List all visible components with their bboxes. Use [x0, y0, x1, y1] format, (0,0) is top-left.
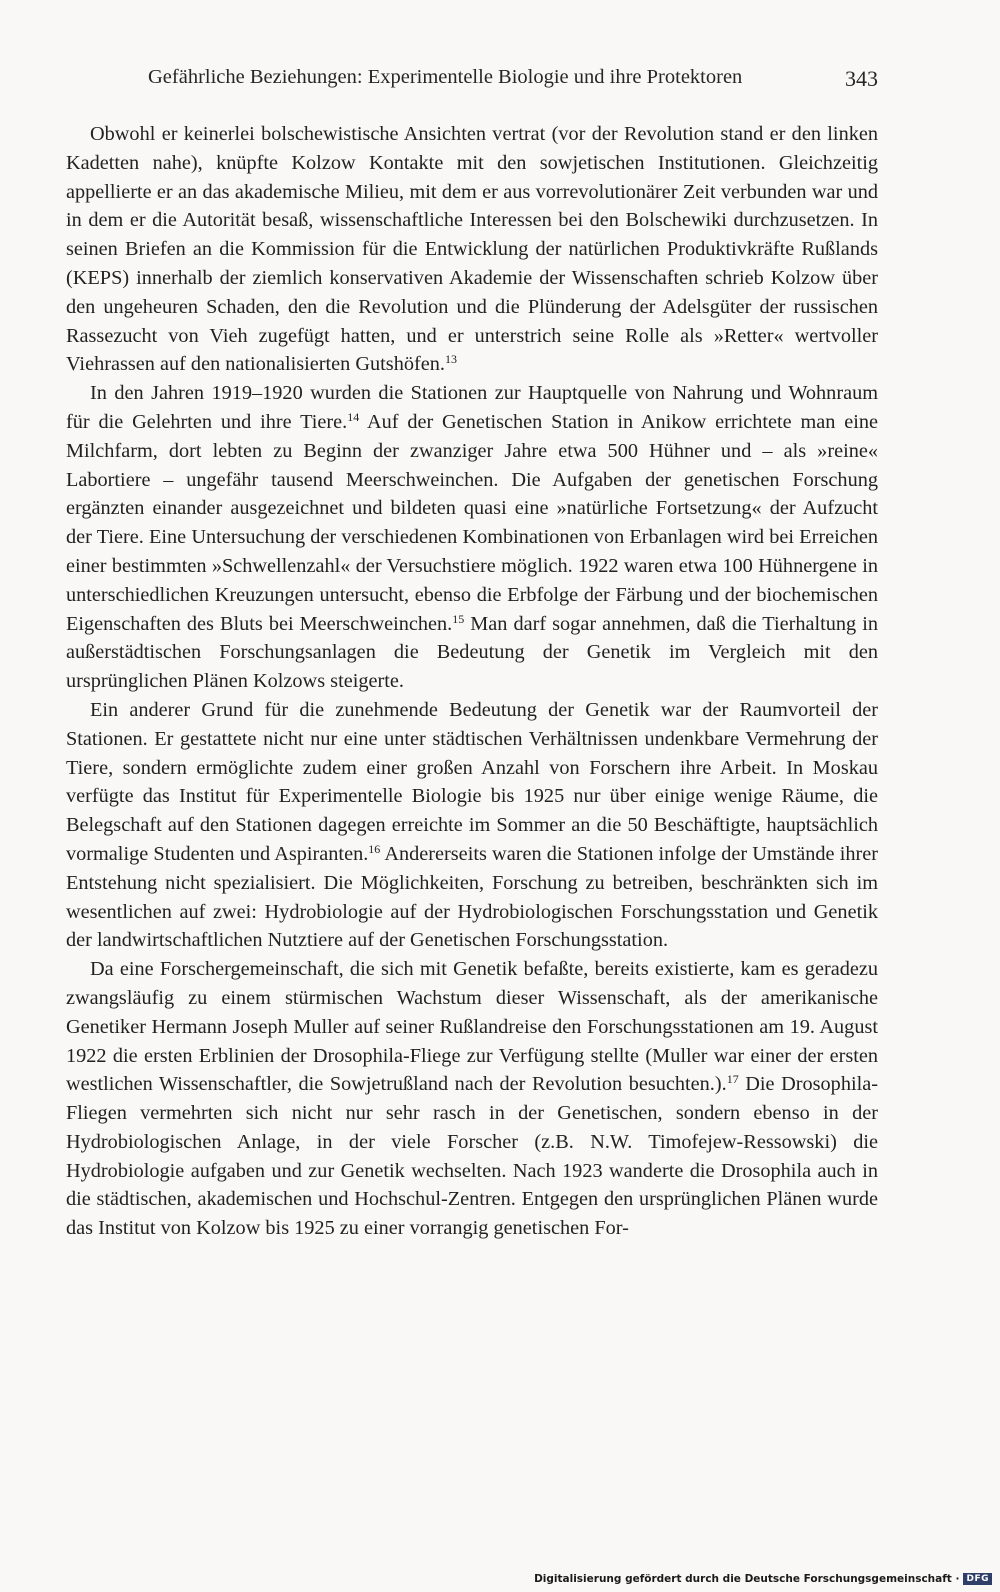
footnote-ref-14: 14: [347, 409, 360, 424]
page-number: 343: [845, 66, 878, 91]
footnote-ref-16: 16: [368, 841, 381, 856]
body-text: [66, 120, 878, 1243]
paragraph-3: [66, 696, 878, 955]
paragraph-text: In den Jahren 1919–1920 wurden die Stationen zur Hauptquelle von Nahrung und Wohnraum für die Gelehrten und ihre Tiere.: [66, 382, 878, 433]
running-title: Gefährliche Beziehungen: Experimentelle Biologie und ihre Protektoren: [148, 66, 743, 88]
paragraph-text: Man darf sogar annehmen, daß die Tierhaltung in außerstädtischen Forschungsanlagen die Bedeutung der Genetik im Vergleich mit den ursprünglichen Plänen Kolzows steigerte.: [66, 612, 878, 693]
paragraph-text: Andererseits waren die Stationen infolge der Umstände ihrer Entstehung nicht spezialisiert. Die Möglichkeiten, Forschung zu betreiben, beschränkten sich im wesentlichen auf zwei: Hydrobiologie auf der Hydrobiologischen Forschungsstation und Genetik der landwirtschaftlichen Nutztiere auf der Genetischen Forschungsstation.: [66, 842, 878, 952]
footnote-ref-17: 17: [726, 1072, 739, 1087]
paragraph-4: [66, 955, 878, 1243]
dfg-logo: DFG: [963, 1573, 992, 1585]
paragraph-text: Auf der Genetischen Station in Anikow errichtete man eine Milchfarm, dort lebten zu Beginn der zwanziger Jahre etwa 500 Hühner und – als »reine« Labortiere – ungefähr tausend Meerschweinchen. Die Aufgaben der genetischen Forschung ergänzten einander ausgezeichnet und bildeten quasi eine »natürliche Fortsetzung« der Aufzucht der Tiere. Eine Untersuchung der verschiedenen Kombinationen von Erbanlagen wird bei Erreichen einer bestimmten »Schwellenzahl« der Versuchstiere möglich. 1922 waren etwa 100 Hühnergene in unterschiedlichen Kreuzungen untersucht, ebenso die Erbfolge der Färbung und der biochemischen Eigenschaften des Bluts bei Meerschweinchen.: [66, 410, 878, 635]
paragraph-text: Da eine Forschergemeinschaft, die sich mit Genetik befaßte, bereits existierte, kam es geradezu zwangsläufig zu einem stürmischen Wachstum dieser Wissenschaft, als der amerikanische Genetiker Hermann Joseph Muller auf seiner Rußlandreise den Forschungsstationen am 19. August 1922 die ersten Erblinien der Drosophila-Fliege zur Verfügung stellte (Muller war einer der ersten westlichen Wissenschaftler, die Sowjetrußland nach der Revolution besuchten.).: [66, 958, 878, 1096]
paragraph-2: [66, 379, 878, 696]
paragraph-text: Ein anderer Grund für die zunehmende Bedeutung der Genetik war der Raumvorteil der Stationen. Er gestattete nicht nur eine unter städtischen Verhältnissen undenkbare Vermehrung der Tiere, sondern ermöglichte zudem einer großen Anzahl von Forschern ihre Arbeit. In Moskau verfügte das Institut für Experimentelle Biologie bis 1925 nur über einige wenige Räume, die Belegschaft auf den Stationen dagegen erreichte im Sommer an die 50 Beschäftigte, hauptsächlich vormalige Studenten und Aspiranten.: [66, 698, 878, 865]
footnote-ref-13: 13: [444, 352, 457, 367]
digitization-footer: [534, 1570, 992, 1588]
page-header: [148, 66, 878, 96]
paragraph-1: [66, 120, 878, 379]
paragraph-text: Obwohl er keinerlei bolschewistische Ansichten vertrat (vor der Revolution stand er den linken Kadetten nahe), knüpfte Kolzow Kontakte mit den sowjetischen Institutionen. Gleichzeitig appellierte er an das akademische Milieu, mit dem er aus vorrevolutionärer Zeit verbunden war und in dem er die Autorität besaß, wissenschaftliche Interessen bei den Bolschewiki durchzusetzen. In seinen Briefen an die Kommission für die Entwicklung der natürlichen Produktivkräfte Rußlands (KEPS) innerhalb der ziemlich konservativen Akademie der Wissenschaften schrieb Kolzow über den ungeheuren Schaden, den die Revolution und die Plünderung der Adelsgüter der russischen Rassezucht von Vieh zugefügt hatten, und er unterstrich seine Rolle als »Retter« wertvoller Viehrassen auf den nationalisierten Gutshöfen.: [66, 123, 878, 376]
footnote-ref-15: 15: [452, 611, 465, 626]
footer-credit: Digitalisierung gefördert durch die Deutsche Forschungsgemeinschaft ·: [534, 1573, 960, 1585]
paragraph-text: Die Drosophila-Fliegen vermehrten sich nicht nur sehr rasch in der Genetischen, sondern ebenso in der Hydrobiologischen Anlage, in der viele Forscher (z.B. N.W. Timofejew-Ressowski) die Hydrobiologie aufgaben und zur Genetik wechselten. Nach 1923 wanderte die Drosophila auch in die städtischen, akademischen und Hochschul-Zentren. Entgegen den ursprünglichen Plänen wurde das Institut von Kolzow bis 1925 zu einer vorrangig genetischen For-: [66, 1073, 878, 1240]
